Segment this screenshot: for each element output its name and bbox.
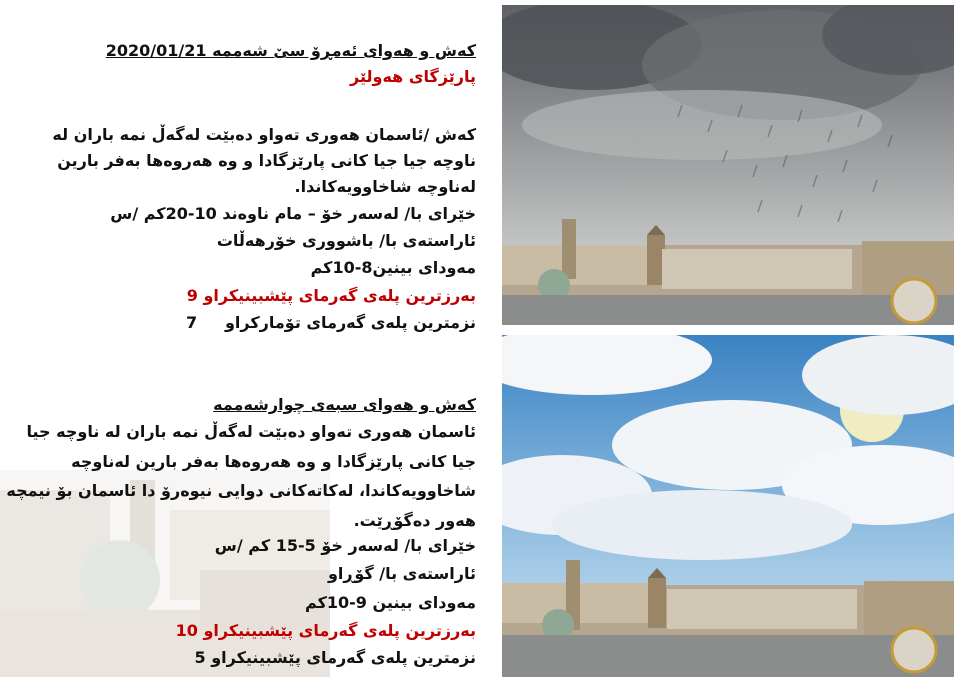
today-title: کەش و هەوای ئەمڕۆ سێ شەممە 2020/01/21 xyxy=(105,41,476,60)
today-subtitle: پارێزگای هەولێر xyxy=(350,67,476,86)
partly-cloudy-city-photo xyxy=(502,335,954,677)
today-visibility: مەودای بینین8-10کم xyxy=(310,258,476,277)
wednesday-min-value: 5 xyxy=(194,648,206,667)
rainy-city-photo xyxy=(502,5,954,325)
today-min-temp xyxy=(186,312,476,334)
wednesday-min-temp xyxy=(194,647,476,669)
wednesday-desc-line: هەور دەگۆڕێت. xyxy=(353,511,476,530)
wednesday-wind-speed: خێرای با/ لەسەر خۆ 5-15 کم /س xyxy=(214,536,476,555)
today-desc-line: کەش /ئاسمان هەوری تەواو دەبێت لەگەڵ نمە باران لە xyxy=(52,125,476,144)
today-max-temp xyxy=(187,285,476,307)
today-wind-direction: ئاراستەی با/ باشووری خۆرهەڵات xyxy=(216,231,476,250)
wednesday-max-value: 10 xyxy=(175,621,198,640)
today-max-value: 9 xyxy=(186,286,198,305)
wednesday-max-label: بەرزترین پلەی گەرمای پێشبینیکراو xyxy=(203,621,476,640)
wednesday-min-label: نزمترین پلەی گەرمای پێشبینیکراو xyxy=(211,648,476,667)
today-min-value: 7 xyxy=(185,313,198,332)
wednesday-title: کەش و هەوای سبەی چوارشەممە xyxy=(213,395,476,414)
wednesday-visibility: مەودای بینین 9-10کم xyxy=(305,593,476,612)
today-wind-speed: خێرای با/ لەسەر خۆ – مام ناوەند 10-20کم /س xyxy=(110,204,476,223)
wednesday-max-temp xyxy=(176,620,476,642)
wednesday-wind-direction: ئاراستەی با/ گۆڕاو xyxy=(327,564,476,583)
today-desc-line: لەناوچە شاخاوویەکاندا. xyxy=(294,177,476,196)
wednesday-desc-line: ئاسمان هەوری تەواو دەبێت لەگەڵ نمە باران لە ناوچە جیا xyxy=(26,422,476,441)
wednesday-desc-line: جیا کانی پارێزگادا و وە هەروەها بەفر بارین لەناوچە xyxy=(71,452,476,471)
today-max-label: بەرزترین پلەی گەرمای پێشبینیکراو xyxy=(203,286,476,305)
today-min-label: نزمترین پلەی گەرمای تۆمارکراو xyxy=(224,313,476,332)
wednesday-desc-line: شاخاوویەکاندا، لەکاتەکانی دوایی نیوەرۆ دا ئاسمان بۆ نیمچە xyxy=(6,481,476,500)
today-desc-line: ناوچە جیا جیا کانی پارێزگادا و وە هەروەها بەفر بارین xyxy=(57,151,476,170)
